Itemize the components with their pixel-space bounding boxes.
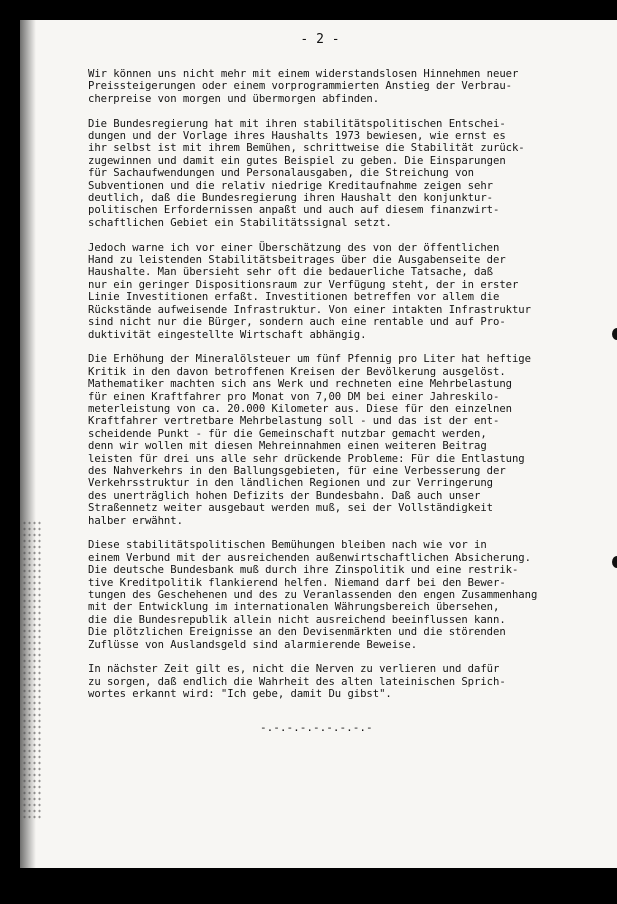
- text-line: Rückstände aufweisende Infrastruktur. Von einer intakten Infrastruktur: [88, 303, 531, 316]
- scan-noise: [22, 520, 42, 820]
- text-line: scheidende Punkt - für die Gemeinschaft nutzbar gemacht werden,: [88, 427, 487, 440]
- text-line: halber erwähnt.: [88, 514, 183, 527]
- text-line: Hand zu leistenden Stabilitätsbeitrages über die Ausgabenseite der: [88, 254, 506, 267]
- text-line: für Sachaufwendungen und Personalausgaben, die Streichung von: [88, 167, 475, 180]
- text-line: mit der Entwicklung im internationalen Währungsbereich übersehen,: [88, 601, 500, 614]
- text-line: dungen und der Vorlage ihres Haushalts 1973 bewiesen, wie ernst es: [88, 130, 506, 143]
- text-line: einem Verbund mit der ausreichenden außenwirtschaftlichen Absicherung.: [88, 551, 531, 564]
- text-line: Kraftfahrer vertretbare Mehrbelastung soll - und das ist der ent-: [88, 415, 500, 428]
- end-separator: -.-.-.-.-.-.-.-.-: [260, 721, 373, 734]
- paragraph: [88, 242, 616, 341]
- text-line: Die Erhöhung der Mineralölsteuer um fünf Pfennig pro Liter hat heftige: [88, 353, 531, 366]
- text-line: Subventionen und die relativ niedrige Kreditaufnahme zeigen sehr: [88, 179, 493, 192]
- text-line: Die Bundesregierung hat mit ihren stabilitätspolitischen Entschei-: [88, 117, 506, 130]
- text-line: Jedoch warne ich vor einer Überschätzung des von der öffentlichen: [88, 241, 500, 254]
- page-number: - 2 -: [300, 32, 340, 47]
- text-line: wortes erkannt wird: "Ich gebe, damit Du gibst".: [88, 688, 392, 701]
- text-line: duktivität eingestellte Wirtschaft abhängig.: [88, 328, 367, 341]
- text-line: des Nahverkehrs in den Ballungsgebieten, für eine Verbesserung der: [88, 464, 506, 477]
- text-line: Die deutsche Bundesbank muß durch ihre Zinspolitik und eine restrik-: [88, 564, 519, 577]
- text-line: Haushalte. Man übersieht sehr oft die bedauerliche Tatsache, daß: [88, 266, 493, 279]
- text-line: Linie Investitionen erfaßt. Investitionen betreffen vor allem die: [88, 291, 500, 304]
- text-line: Mathematiker machten sich ans Werk und rechneten eine Mehrbelastung: [88, 378, 512, 391]
- text-line: tive Kreditpolitik flankierend helfen. Niemand darf bei den Bewer-: [88, 576, 506, 589]
- text-line: ihr selbst ist mit ihrem Bemühen, schrittweise die Stabilität zurück-: [88, 142, 525, 155]
- text-line: leisten für drei uns alle sehr drückende Probleme: Für die Entlastung: [88, 452, 525, 465]
- body-text: [88, 68, 616, 713]
- text-line: denn wir wollen mit diesen Mehreinnahmen einen weiteren Beitrag: [88, 440, 487, 453]
- document-page: [20, 20, 617, 868]
- text-line: nur ein geringer Dispositionsraum zur Verfügung steht, der in erster: [88, 278, 519, 291]
- text-line: meterleistung von ca. 20.000 Kilometer aus. Diese für den einzelnen: [88, 402, 512, 415]
- text-line: schaftlichen Gebiet ein Stabilitätssignal setzt.: [88, 216, 392, 229]
- text-line: politischen Erfordernissen anpaßt und auch auf diesem finanzwirt-: [88, 204, 500, 217]
- text-line: Verkehrsstruktur in den ländlichen Regionen und zur Verringerung: [88, 477, 493, 490]
- paragraph: [88, 118, 616, 230]
- text-line: Wir können uns nicht mehr mit einem widerstandslosen Hinnehmen neuer: [88, 68, 519, 80]
- text-line: die die Bundesrepublik allein nicht ausreichend beeinflussen kann.: [88, 613, 506, 626]
- paragraph: [88, 663, 616, 700]
- paragraph: [88, 353, 616, 527]
- text-line: Zuflüsse von Auslandsgeld sind alarmierende Beweise.: [88, 638, 418, 651]
- text-line: Die plötzlichen Ereignisse an den Devisenmärkten und die störenden: [88, 626, 506, 639]
- text-line: zugewinnen und damit ein gutes Beispiel zu geben. Die Einsparungen: [88, 154, 506, 167]
- text-line: sind nicht nur die Bürger, sondern auch eine rentable und auf Pro-: [88, 316, 506, 329]
- text-line: für einen Kraftfahrer pro Monat von 7,00 DM bei einer Jahreskilo-: [88, 390, 500, 403]
- text-line: zu sorgen, daß endlich die Wahrheit des alten lateinischen Sprich-: [88, 675, 506, 688]
- text-line: deutlich, daß die Bundesregierung ihren Haushalt den konjunktur-: [88, 192, 493, 205]
- text-line: Straßennetz weiter ausgebaut werden muß, sei der Vollständigkeit: [88, 502, 493, 515]
- text-line: Diese stabilitätspolitischen Bemühungen bleiben nach wie vor in: [88, 539, 487, 552]
- text-line: Kritik in den davon betroffenen Kreisen der Bevölkerung ausgelöst.: [88, 365, 506, 378]
- text-line: In nächster Zeit gilt es, nicht die Nerven zu verlieren und dafür: [88, 663, 500, 676]
- paragraph: [88, 68, 616, 105]
- text-line: Preissteigerungen oder einem vorprogrammierten Anstieg der Verbrau-: [88, 80, 512, 93]
- paragraph: [88, 539, 616, 651]
- text-line: cherpreise von morgen und übermorgen abfinden.: [88, 92, 380, 105]
- text-line: des unerträglich hohen Defizits der Bundesbahn. Daß auch unser: [88, 489, 481, 502]
- text-line: tungen des Geschehenen und des zu Veranlassenden den engen Zusammenhang: [88, 589, 538, 601]
